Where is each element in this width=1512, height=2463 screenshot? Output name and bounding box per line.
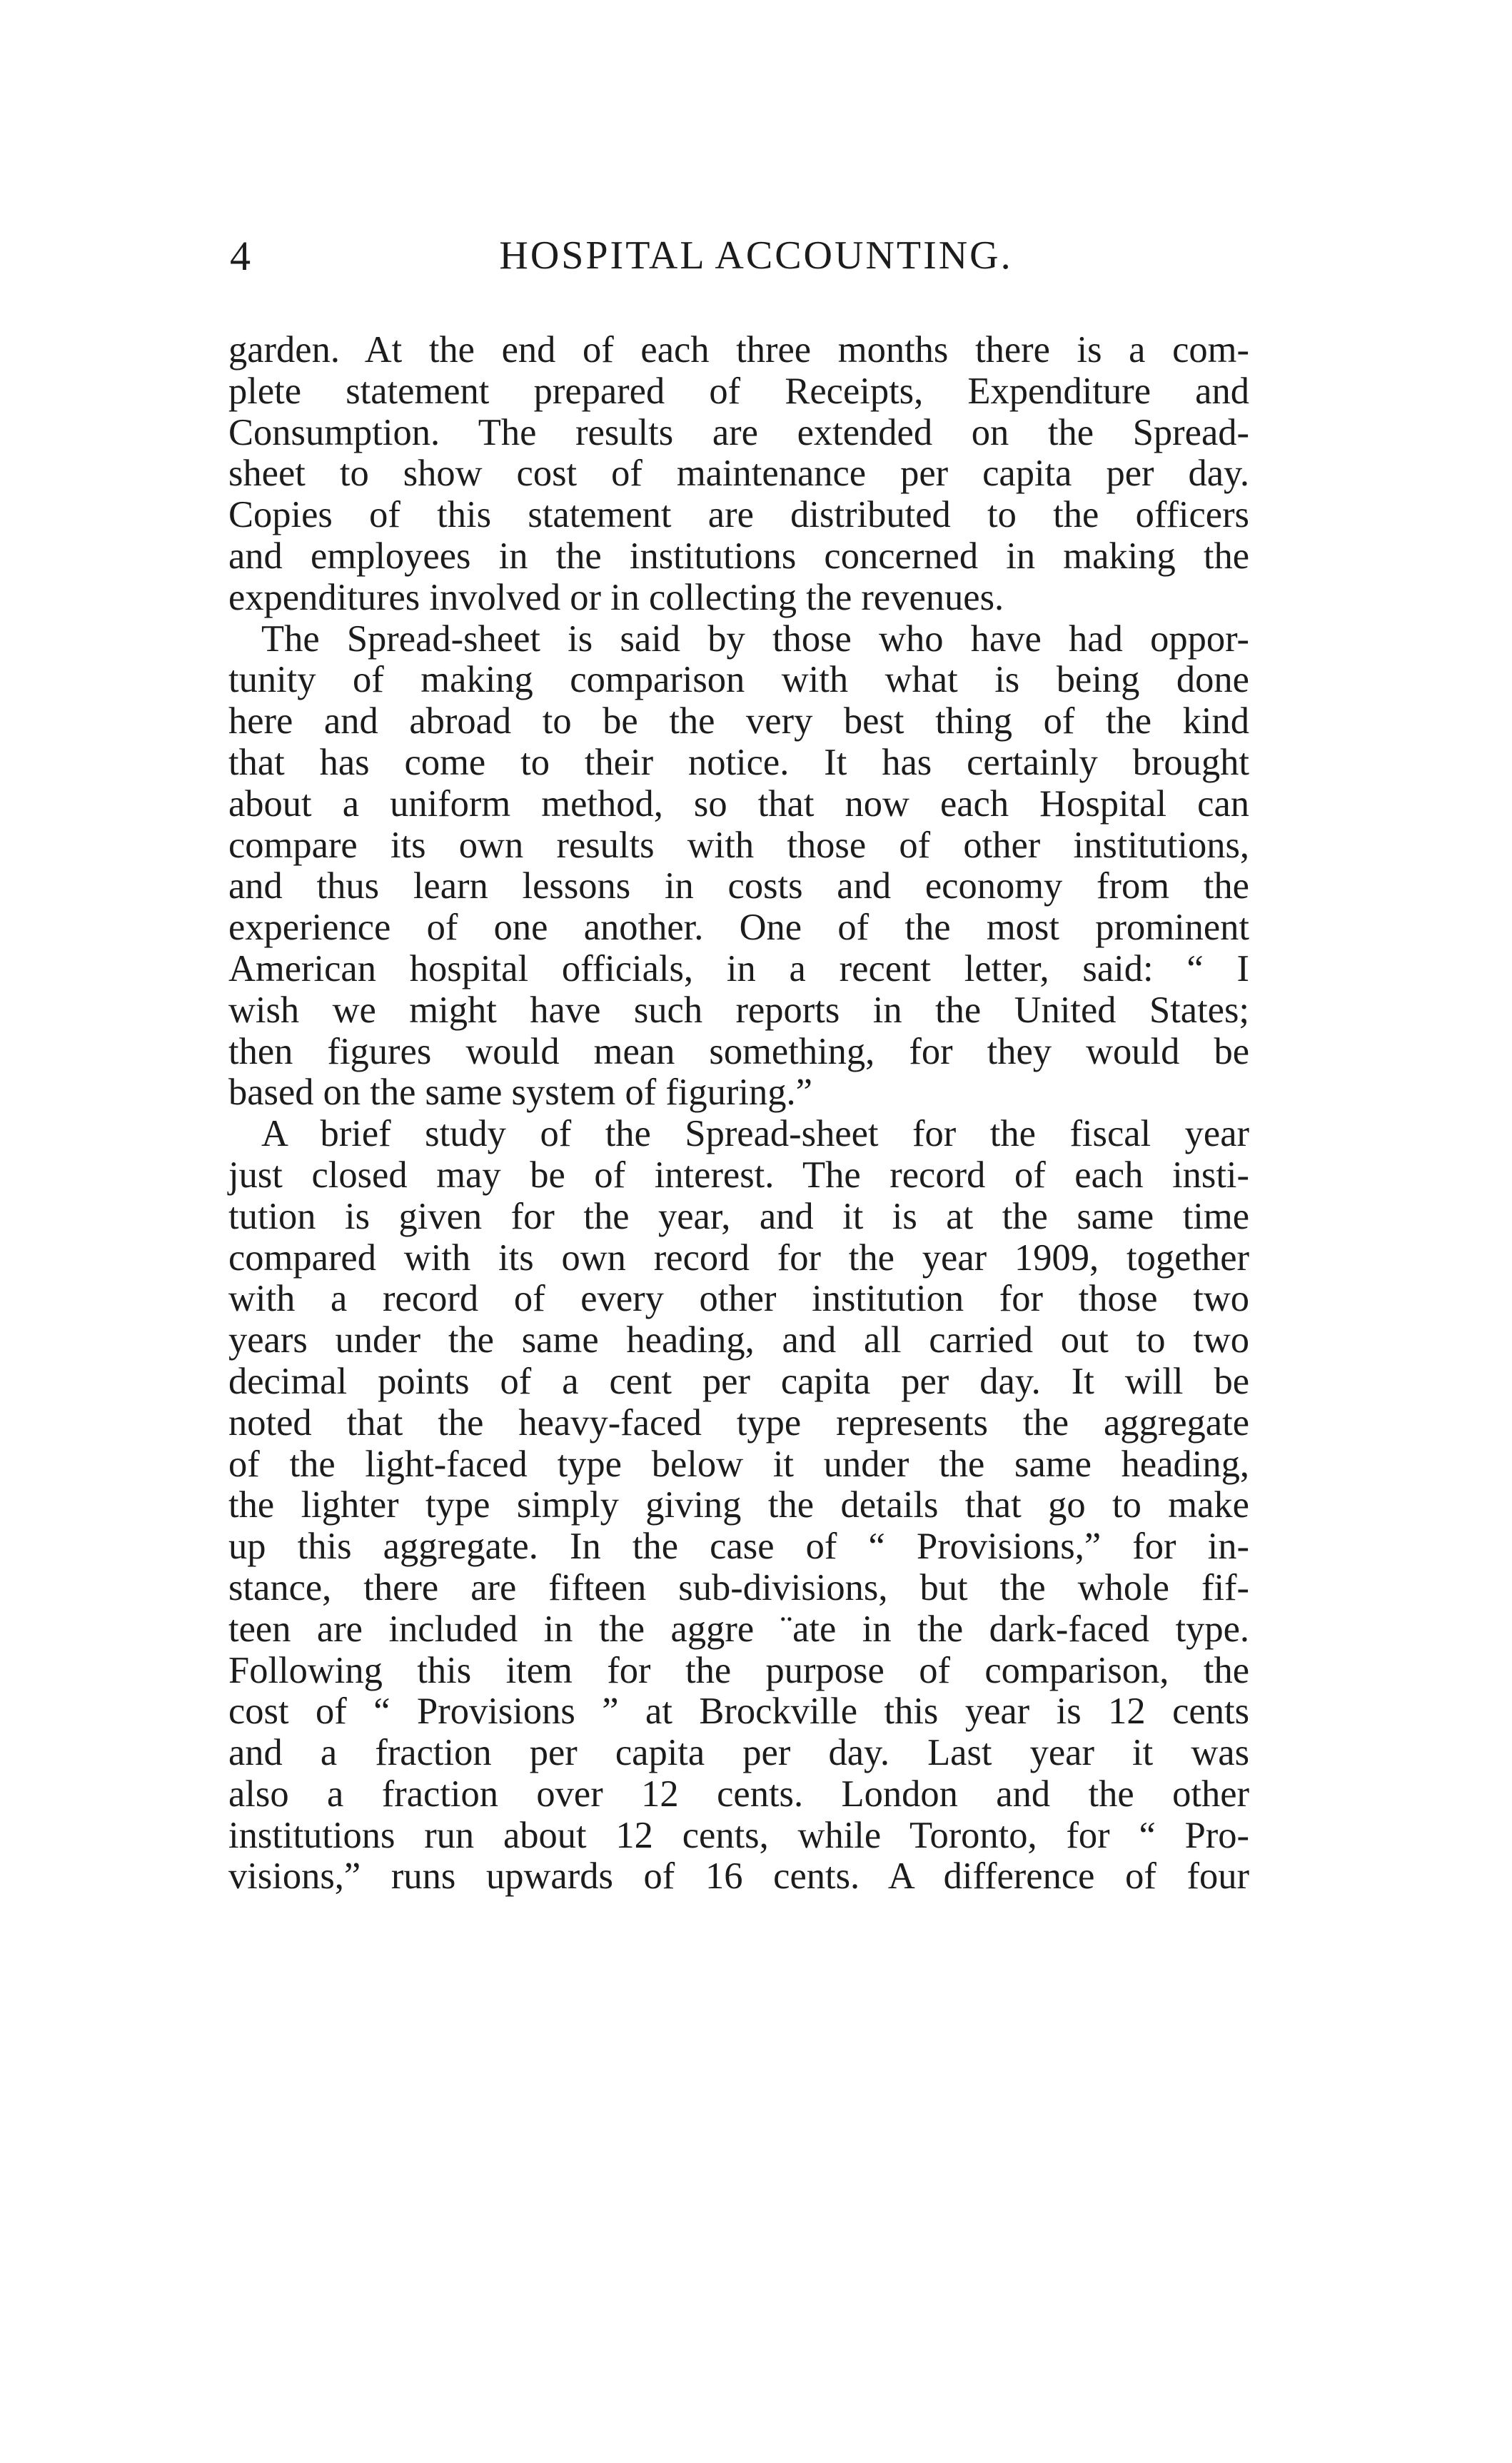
text-line: Consumption. The results are extended on the Spread-: [228, 411, 1249, 453]
text-line: here and abroad to be the very best thing of the kind: [228, 700, 1249, 742]
text-line: visions,” runs upwards of 16 cents. A difference of four: [228, 1855, 1249, 1898]
text-line: compare its own results with those of other institutions,: [228, 824, 1249, 866]
text-line: noted that the heavy-faced type represents the aggregate: [228, 1401, 1249, 1444]
text-line: then figures would mean something, for they would be: [228, 1030, 1249, 1072]
text-line: cost of “ Provisions ” at Brockville this year is 12 cents: [228, 1691, 1249, 1733]
running-head: HOSPITAL ACCOUNTING.: [499, 233, 1013, 278]
text-line: of the light-faced type below it under the same heading,: [228, 1443, 1249, 1485]
text-line: Copies of this statement are distributed to the officers: [228, 494, 1249, 536]
text-line: up this aggregate. In the case of “ Provisions,” for in-: [228, 1526, 1249, 1568]
page-number: 4: [230, 233, 251, 279]
text-line: and a fraction per capita per day. Last year it was: [228, 1732, 1249, 1774]
text-line: experience of one another. One of the most prominent: [228, 907, 1249, 949]
text-line: that has come to their notice. It has certainly brought: [228, 741, 1249, 783]
body-text: [228, 330, 1249, 1898]
text-line: Following this item for the purpose of comparison, the: [228, 1649, 1249, 1691]
text-line: tunity of making comparison with what is being done: [228, 659, 1249, 701]
text-line: based on the same system of figuring.”: [228, 1072, 812, 1114]
text-line: expenditures involved or in collecting the revenues.: [228, 576, 1004, 618]
text-line: and thus learn lessons in costs and economy from the: [228, 865, 1249, 907]
text-line: teen are included in the aggre ¨ate in the dark-faced type.: [228, 1608, 1249, 1650]
text-line: garden. At the end of each three months there is a com-: [228, 329, 1249, 371]
text-line: stance, there are fifteen sub-divisions, but the whole fif-: [228, 1566, 1249, 1608]
text-line: wish we might have such reports in the United States;: [228, 989, 1249, 1031]
text-line: plete statement prepared of Receipts, Expenditure and: [228, 370, 1249, 412]
text-line: just closed may be of interest. The record of each insti-: [228, 1154, 1249, 1196]
paragraph: [228, 330, 1249, 619]
text-line: institutions run about 12 cents, while Toronto, for “ Pro-: [228, 1814, 1249, 1856]
text-line: and employees in the institutions concerned in making the: [228, 535, 1249, 577]
paragraph: [228, 619, 1249, 1114]
text-line: tution is given for the year, and it is at the same time: [228, 1195, 1249, 1237]
text-line: compared with its own record for the year 1909, together: [228, 1236, 1249, 1279]
text-line: sheet to show cost of maintenance per capita per day.: [228, 453, 1249, 495]
text-line: the lighter type simply giving the details that go to make: [228, 1484, 1249, 1526]
text-line: with a record of every other institution for those two: [228, 1278, 1249, 1320]
paragraph: [228, 1114, 1249, 1898]
text-line: about a uniform method, so that now each Hospital can: [228, 782, 1249, 825]
text-line: The Spread-sheet is said by those who have had oppor-: [261, 618, 1249, 660]
text-line: A brief study of the Spread-sheet for the fiscal year: [261, 1113, 1249, 1155]
text-line: also a fraction over 12 cents. London and the other: [228, 1773, 1249, 1815]
text-line: years under the same heading, and all carried out to two: [228, 1319, 1249, 1361]
text-line: American hospital officials, in a recent letter, said: “ I: [228, 947, 1249, 989]
text-line: decimal points of a cent per capita per day. It will be: [228, 1360, 1249, 1402]
